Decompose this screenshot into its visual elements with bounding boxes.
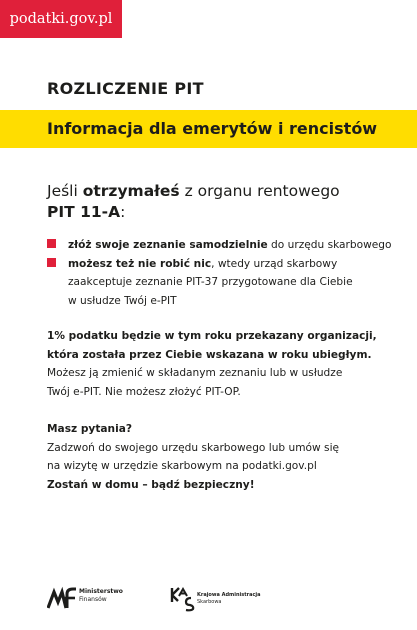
bullet-square-icon <box>47 239 56 248</box>
mf-logo-icon <box>47 586 77 610</box>
options-list <box>47 236 407 310</box>
subtitle-band <box>0 110 417 148</box>
bullet-square-icon <box>47 258 56 267</box>
intro-mid: z organu rentowego <box>179 182 340 200</box>
bullet-continuation: zaakceptuje zeznanie PIT-37 przygotowane dla Ciebie <box>68 276 353 288</box>
questions-title: Masz pytania? <box>47 423 133 435</box>
brand-badge[interactable]: podatki.gov.pl <box>0 0 122 38</box>
intro-text <box>47 181 387 223</box>
bullet-rest: do urzędu skarbowego <box>267 239 392 251</box>
bullet-continuation: w usłudze Twój e-PIT <box>68 294 177 307</box>
questions-info <box>47 420 387 494</box>
kas-logo-text <box>197 592 261 606</box>
intro-bold-received: otrzymałeś <box>82 182 180 200</box>
donation-line: Możesz ją zmienić w składanym zeznaniu lub w usłudze <box>47 367 343 379</box>
donation-line: Twój e-PIT. Nie możesz złożyć PIT-OP. <box>47 385 241 398</box>
list-item <box>47 236 407 255</box>
bullet-bold: możesz też nie robić nic <box>68 257 212 270</box>
mf-line1: Ministerstwo <box>79 588 123 595</box>
questions-line: na wizytę w urzędzie skarbowym na podatki.gov.pl <box>47 460 317 472</box>
questions-line: Zadzwoń do swojego urzędu skarbowego lub umów się <box>47 441 340 454</box>
donation-info <box>47 327 387 401</box>
intro-pre: Jeśli <box>47 182 83 200</box>
kas-line1: Krajowa Administracja <box>197 592 261 598</box>
donation-bold-line: która została przez Ciebie wskazana w roku ubiegłym. <box>47 348 372 361</box>
intro-bold-form: PIT 11-A <box>47 203 121 221</box>
intro-post: : <box>120 203 126 221</box>
questions-closing: Zostań w domu – bądź bezpieczny! <box>47 478 255 491</box>
bullet-rest: , wtedy urząd skarbowy <box>211 257 338 270</box>
donation-bold-line: 1% podatku będzie w tym roku przekazany organizacji, <box>47 330 377 342</box>
kas-logo-icon <box>169 586 195 612</box>
bullet-bold: złóż swoje zeznanie samodzielnie <box>68 239 268 251</box>
subtitle-text: Informacja dla emerytów i rencistów <box>47 119 378 138</box>
mf-line2: Finansów <box>79 596 107 603</box>
footer-logos <box>47 586 287 614</box>
list-item <box>47 255 407 311</box>
page-title: ROZLICZENIE PIT <box>47 79 204 98</box>
kas-line2: Skarbowa <box>197 599 222 605</box>
mf-logo-text <box>79 588 123 604</box>
